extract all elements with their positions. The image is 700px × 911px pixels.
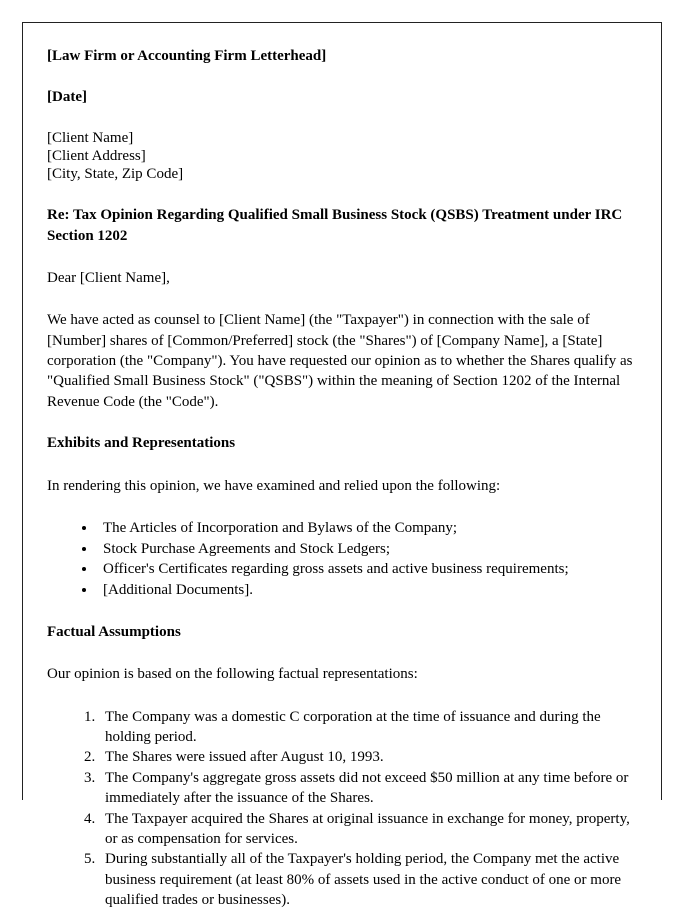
salutation: Dear [Client Name], (47, 269, 170, 286)
exhibits-lead-in: In rendering this opinion, we have examined and relied upon the following: (47, 477, 501, 494)
list-item: 5. During substantially all of the Taxpayer's holding period, the Company met the active business requirement (at least 80% of assets used in the active conduct of one or more qualified trades or businesses). (99, 849, 637, 910)
factual-assumptions-list (47, 707, 637, 911)
list-item: • Officer's Certificates regarding gross assets and active business requirements; (97, 559, 637, 580)
list-item: 3. The Company's aggregate gross assets did not exceed $50 million at any time before or immediately after the issuance of the Shares. (99, 768, 637, 809)
list-item: • Stock Purchase Agreements and Stock Ledgers; (97, 539, 637, 560)
recipient-city-state-zip: [City, State, Zip Code] (47, 166, 184, 183)
list-item: 1. The Company was a domestic C corporation at the time of issuance and during the holding period. (99, 707, 637, 748)
section-heading-exhibits: Exhibits and Representations (47, 435, 236, 452)
factual-assumptions-lead-in: Our opinion is based on the following factual representations: (47, 666, 418, 683)
document-body (23, 23, 661, 911)
intro-paragraph: We have acted as counsel to [Client Name] (the "Taxpayer") in connection with the sale of [Number] shares of [Common/Preferred] stock (the "Shares") of [Company Name], a [State] corporation (the "Company"). You have requested our opinion as to whether the Shares qualify as "Qualified Small Business Stock" ("QSBS") within the meaning of Section 1202 of the Internal Revenue Code (the "Code"). (47, 312, 633, 410)
list-item: • The Articles of Incorporation and Bylaws of the Company; (97, 518, 637, 539)
recipient-address: [Client Address] (47, 147, 146, 164)
section-heading-factual-assumptions: Factual Assumptions (47, 623, 181, 640)
exhibits-list (47, 518, 637, 601)
recipient-address-block (47, 129, 637, 184)
letterhead: [Law Firm or Accounting Firm Letterhead] (47, 48, 327, 64)
recipient-name: [Client Name] (47, 129, 134, 146)
document-page (22, 22, 662, 909)
list-item: • [Additional Documents]. (97, 580, 637, 601)
list-item: 4. The Taxpayer acquired the Shares at original issuance in exchange for money, property, or as compensation for services. (99, 809, 637, 850)
list-item: 2. The Shares were issued after August 10, 1993. (99, 747, 637, 767)
date-line: [Date] (47, 88, 87, 105)
subject-line: Re: Tax Opinion Regarding Qualified Small Business Stock (QSBS) Treatment under IRC Section 1202 (47, 207, 623, 244)
